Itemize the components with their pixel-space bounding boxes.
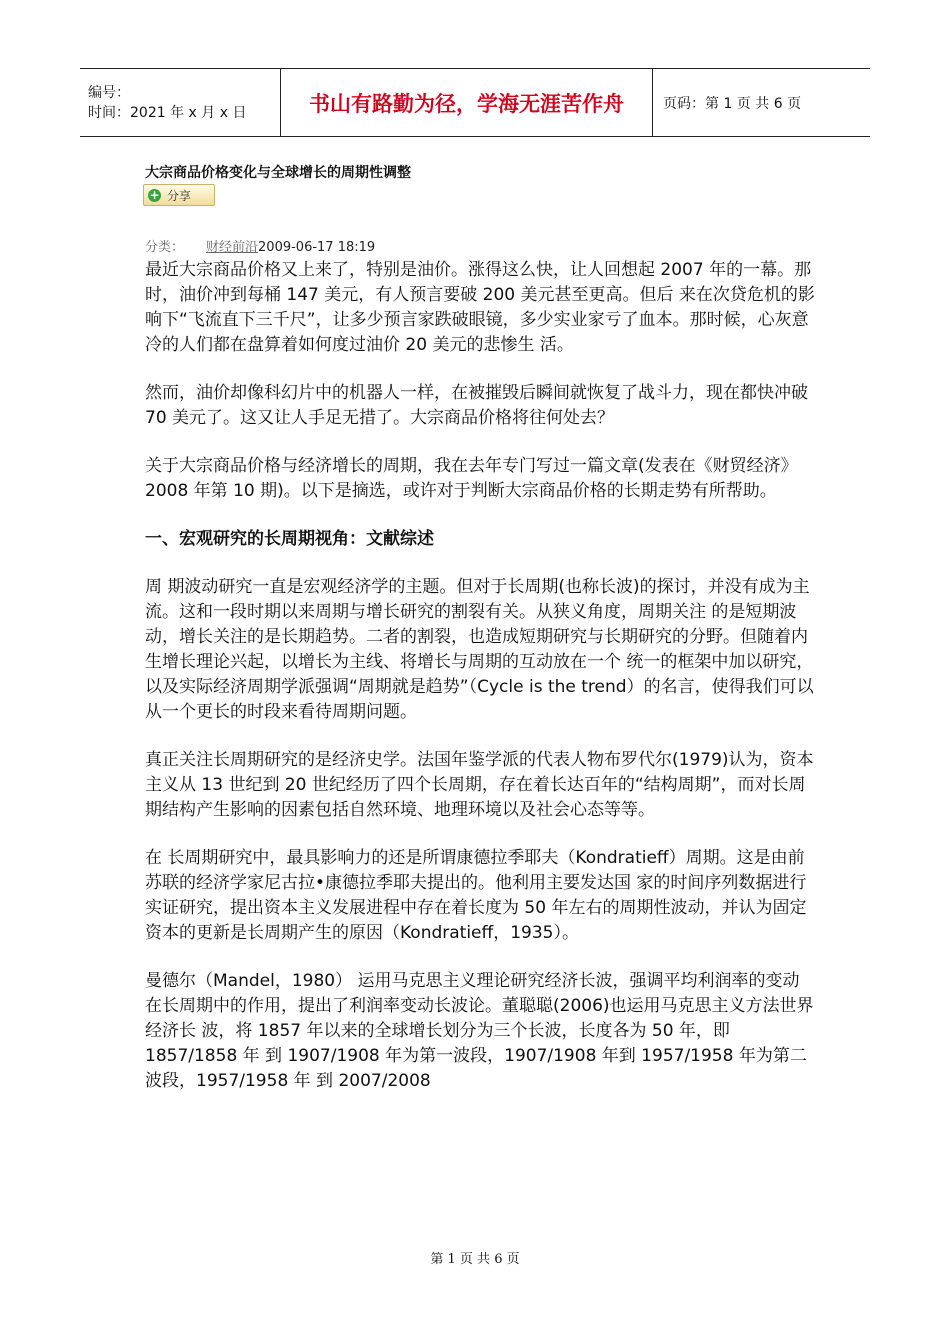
paragraph-1: 最近大宗商品价格又上来了，特别是油价。涨得这么快，让人回想起 2007 年的一幕。那时，油价冲到每桶 147 美元，有人预言要破 200 美元甚至更高。但后 来在次贷危机的影响下“飞流直下三千尺”，让多少预言家跌破眼镜，多少实业家亏了血本。那时候，心灰意冷的人们都在盘算着如何度过油价 20 美元的悲惨生 活。 [145,260,815,355]
paragraph-2: 然而，油价却像科幻片中的机器人一样，在被摧毁后瞬间就恢复了战斗力，现在都快冲破 70 美元了。这又让人手足无措了。大宗商品价格将往何处去？ [145,383,808,428]
paragraph-3: 关于大宗商品价格与经济增长的周期，我在去年专门写过一篇文章(发表在《财贸经济》2008 年第 10 期)。以下是摘选，或许对于判断大宗商品价格的长期走势有所帮助。 [145,456,798,501]
section-paragraph-2: 真正关注长周期研究的是经济史学。法国年鉴学派的代表人物布罗代尔(1979)认为，资本主义从 13 世纪到 20 世纪经历了四个长周期，存在着长达百年的“结构周期”，而对长周期结构产生影响的因素包括自然环境、地理环境以及社会心态等等。 [145,750,814,820]
article-title: 大宗商品价格变化与全球增长的周期性调整 [145,165,411,181]
motto: 书山有路勤为径，学海无涯苦作舟 [309,90,624,116]
time-label: 时间：2021 年 x 月 x 日 [88,104,247,121]
article-meta [145,236,375,255]
header-left-cell [80,69,280,136]
article-date: 2009-06-17 18:19 [258,240,376,255]
article-body [145,258,815,1117]
category-label: 分类： [145,240,185,255]
share-button[interactable] [143,184,215,206]
header-motto-cell [280,69,653,136]
section-paragraph-4: 曼德尔（Mandel，1980） 运用马克思主义理论研究经济长波，强调平均利润率的变动在长周期中的作用，提出了利润率变动长波论。董聪聪(2006)也运用马克思主义方法世界经济长 波，将 1857 年以来的全球增长划分为三个长波，长度各为 50 年，即 1857/1858 年 到 1907/1908 年为第一波段，1907/1908 年到 1957/1958 年为第二波段，1957/1958 年 到 2007/2008 [145,971,814,1091]
document-header [80,68,870,137]
section-paragraph-3: 在 长周期研究中，最具影响力的还是所谓康德拉季耶夫（Kondratieff）周期。这是由前苏联的经济学家尼古拉•康德拉季耶夫提出的。他利用主要发达国 家的时间序列数据进行实证研究，提出资本主义发展进程中存在着长度为 50 年左右的周期性波动，并认为固定资本的更新是长周期产生的原因（Kondratieff，1935）。 [145,848,807,943]
section-heading: 一、宏观研究的长周期视角：文献综述 [145,529,434,549]
page-info: 页码：第 1 页 共 6 页 [663,95,802,112]
page-footer: 第 1 页 共 6 页 [430,1252,520,1267]
section-paragraph-1: 周 期波动研究一直是宏观经济学的主题。但对于长周期(也称长波)的探讨，并没有成为主流。这和一段时期以来周期与增长研究的割裂有关。从狭义角度，周期关注 的是短期波动，增长关注的是长期趋势。二者的割裂，也造成短期研究与长期研究的分野。但随着内生增长理论兴起，以增长为主线、将增长与周期的互动放在一个 统一的框架中加以研究，以及实际经济周期学派强调“周期就是趋势”（Cycle is the trend）的名言，使得我们可以从一个更长的时段来看待周期问题。 [145,577,814,722]
plus-icon: + [149,187,160,202]
share-label: 分享 [167,188,192,203]
category-link[interactable]: 财经前沿 [206,240,259,255]
number-label: 编号： [88,84,130,101]
header-page-cell [653,69,870,136]
